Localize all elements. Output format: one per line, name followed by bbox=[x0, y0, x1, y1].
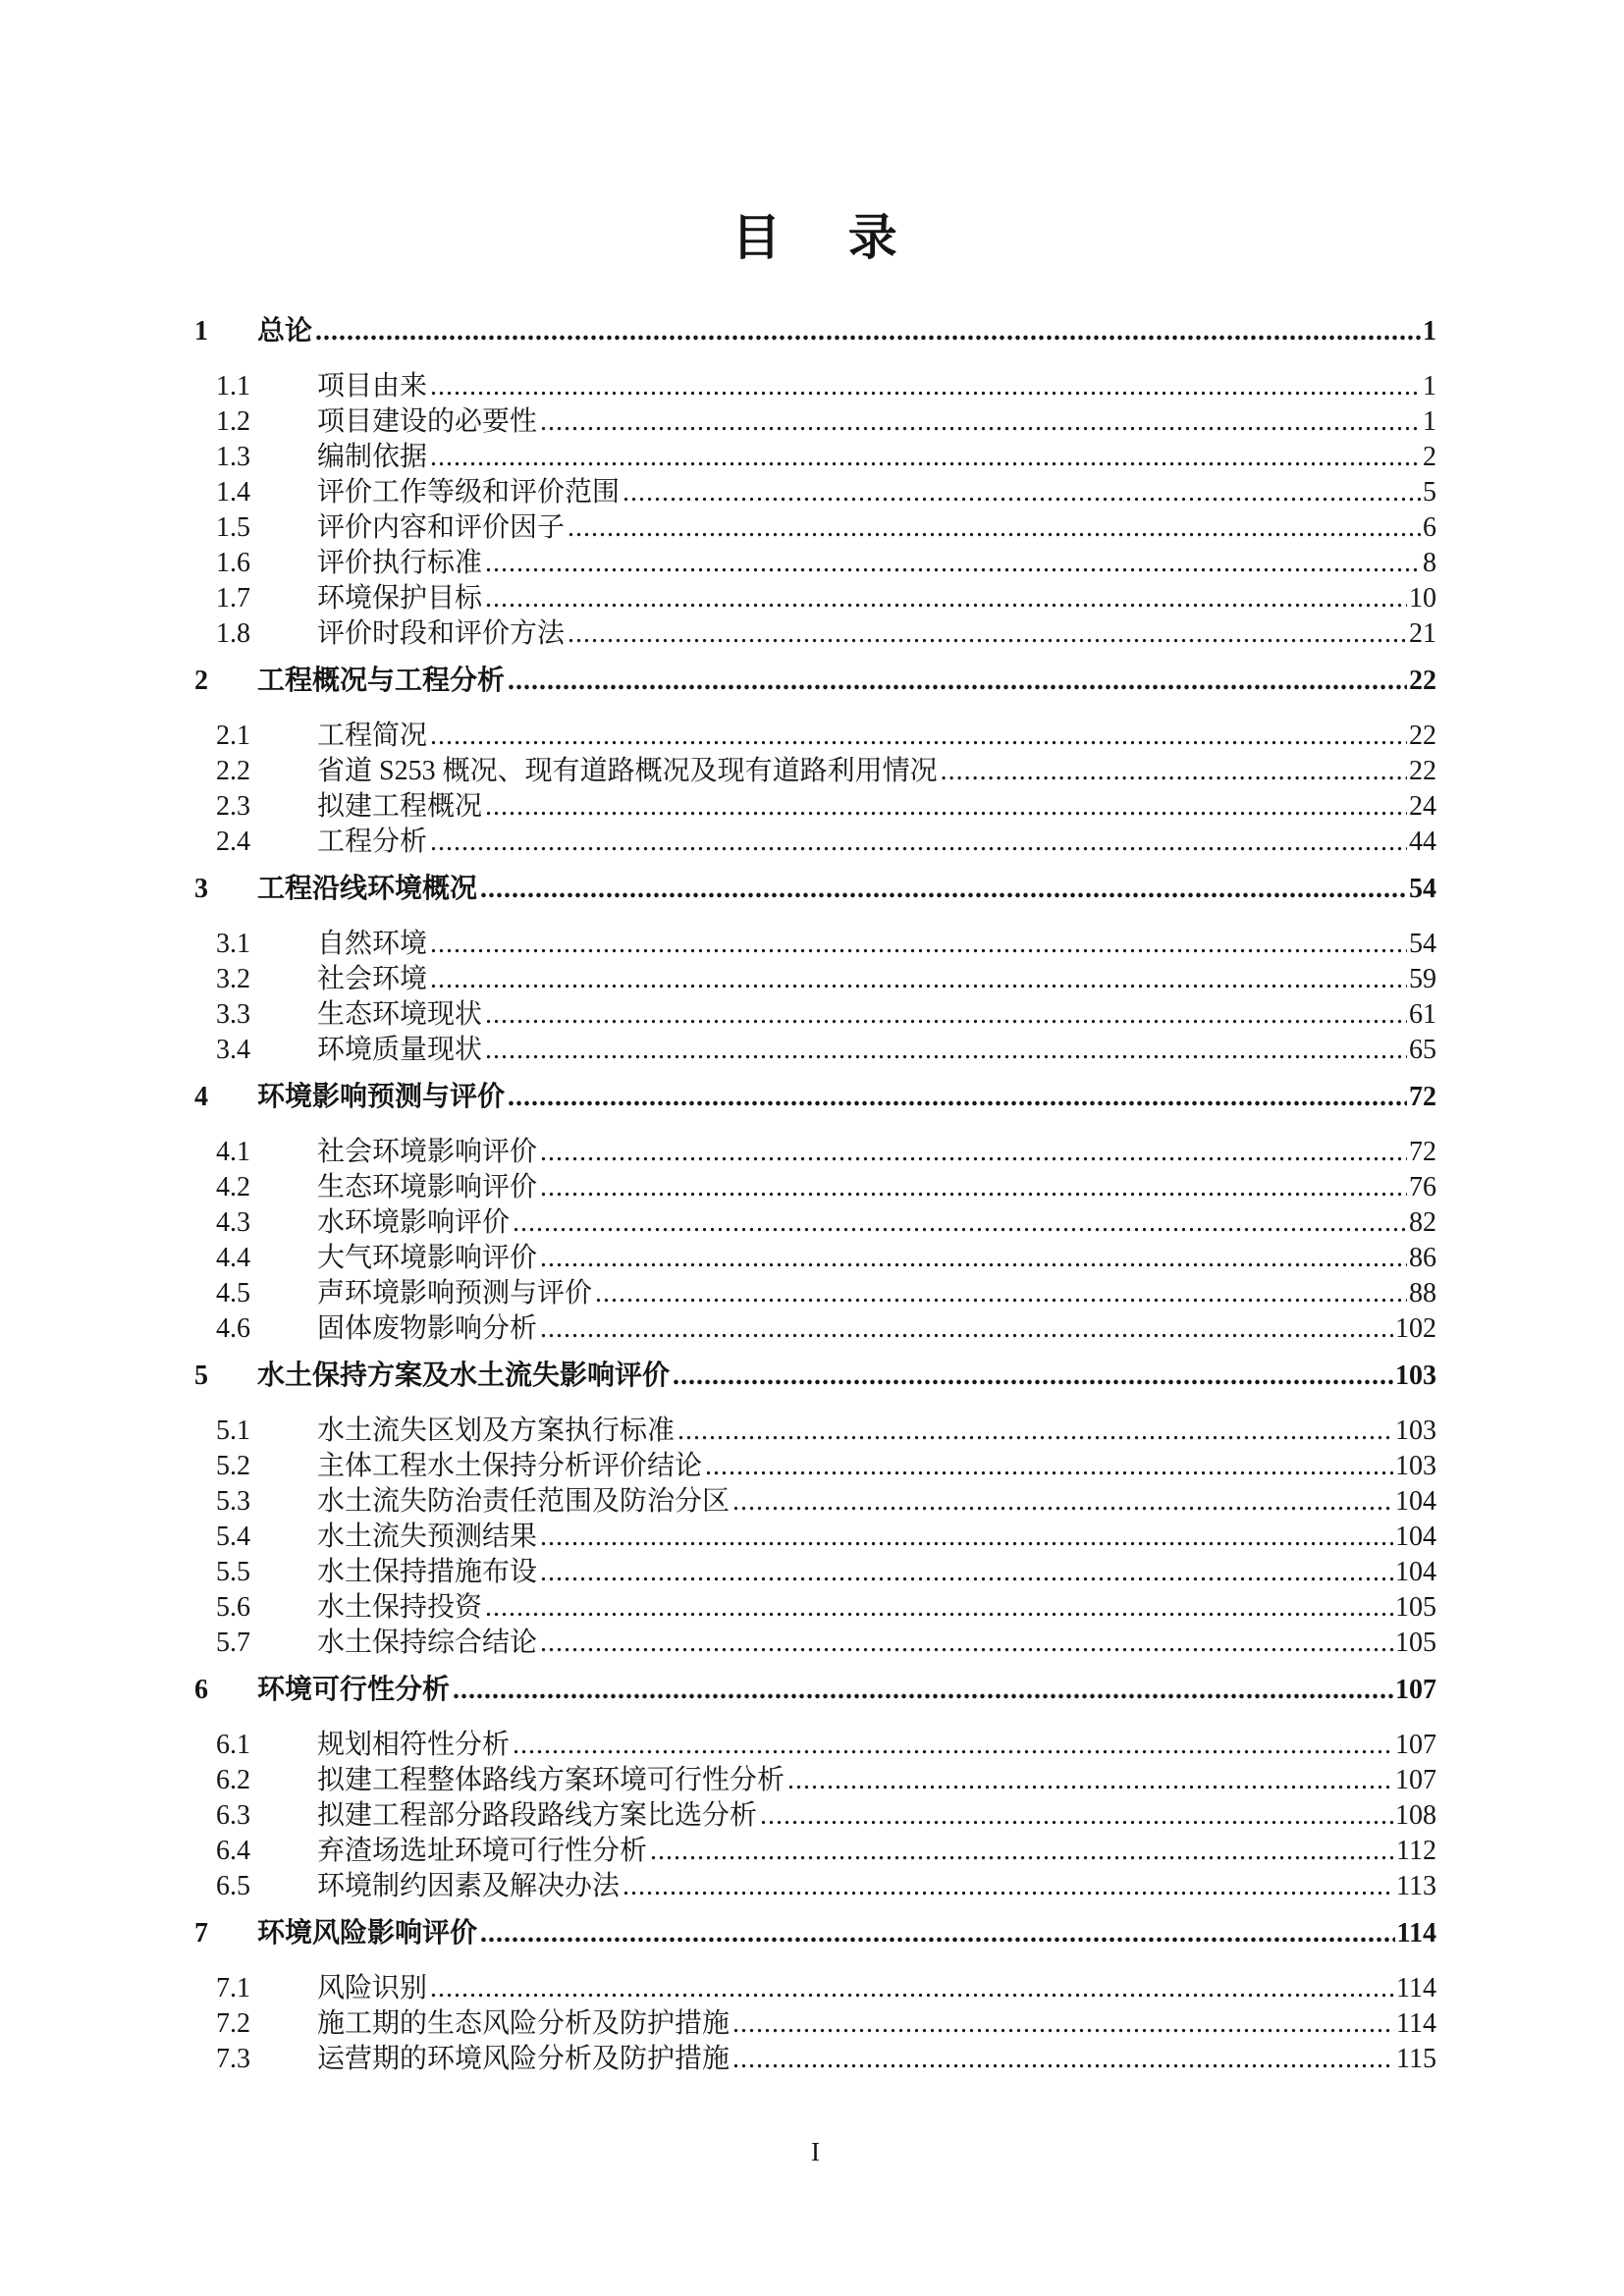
toc-item-row bbox=[194, 962, 1436, 997]
page-number: 6 bbox=[1423, 512, 1436, 543]
dot-leader bbox=[315, 314, 1421, 349]
item-number: 1.8 bbox=[216, 618, 250, 649]
item-number: 1.7 bbox=[216, 583, 250, 614]
toc-item-row bbox=[194, 825, 1436, 860]
page-number: 65 bbox=[1409, 1035, 1436, 1065]
item-title: 水环境影响评价 bbox=[317, 1207, 511, 1238]
dot-leader bbox=[568, 616, 1407, 652]
item-title: 评价内容和评价因子 bbox=[317, 512, 566, 543]
toc-item-row bbox=[194, 997, 1436, 1033]
item-title: 主体工程水土保持分析评价结论 bbox=[317, 1451, 703, 1481]
item-title: 水土流失防治责任范围及防治分区 bbox=[317, 1486, 731, 1517]
chapter-title: 环境可行性分析 bbox=[257, 1675, 451, 1705]
dot-leader bbox=[430, 440, 1421, 475]
dot-leader bbox=[760, 1798, 1393, 1834]
dot-leader bbox=[941, 754, 1407, 789]
toc-item-row bbox=[194, 1763, 1436, 1798]
page-number: 22 bbox=[1409, 721, 1436, 751]
item-number: 1.6 bbox=[216, 548, 250, 578]
dot-leader bbox=[485, 789, 1407, 825]
item-number: 5.6 bbox=[216, 1592, 250, 1623]
page-content bbox=[194, 0, 1436, 2167]
toc-list bbox=[194, 314, 1436, 2077]
toc-title: 目 录 bbox=[731, 210, 899, 265]
dot-leader bbox=[540, 1170, 1407, 1205]
item-title: 固体废物影响分析 bbox=[317, 1313, 538, 1344]
item-number: 1.3 bbox=[216, 442, 250, 472]
item-title: 项目建设的必要性 bbox=[317, 406, 538, 437]
item-title: 环境保护目标 bbox=[317, 583, 483, 614]
item-title: 拟建工程部分路段路线方案比选分析 bbox=[317, 1800, 758, 1831]
item-number: 4.2 bbox=[216, 1172, 250, 1202]
item-title: 生态环境影响评价 bbox=[317, 1172, 538, 1202]
page-number: 114 bbox=[1396, 1918, 1436, 1949]
dot-leader bbox=[787, 1763, 1393, 1798]
item-number: 1.5 bbox=[216, 512, 250, 543]
toc-item-row bbox=[194, 1520, 1436, 1555]
dot-leader bbox=[508, 1080, 1407, 1115]
page-number: 113 bbox=[1396, 1871, 1436, 1901]
item-title: 水土保持投资 bbox=[317, 1592, 483, 1623]
item-number: 5.4 bbox=[216, 1522, 250, 1552]
toc-item-row bbox=[194, 1241, 1436, 1276]
toc-item-row bbox=[194, 1971, 1436, 2006]
item-number: 1.2 bbox=[216, 406, 250, 437]
page-number: 105 bbox=[1395, 1592, 1436, 1623]
chapter-title: 总论 bbox=[257, 316, 313, 347]
dot-leader bbox=[430, 1971, 1394, 2006]
page-number: 82 bbox=[1409, 1207, 1436, 1238]
dot-leader bbox=[430, 369, 1421, 404]
toc-item-row bbox=[194, 1590, 1436, 1626]
toc-item-row bbox=[194, 719, 1436, 754]
item-number: 3.3 bbox=[216, 999, 250, 1030]
dot-leader bbox=[513, 1728, 1393, 1763]
chapter-number: 3 bbox=[194, 874, 208, 904]
item-title: 施工期的生态风险分析及防护措施 bbox=[317, 2008, 731, 2039]
toc-item-row bbox=[194, 546, 1436, 581]
item-number: 7.1 bbox=[216, 1973, 250, 2003]
toc-item-row bbox=[194, 581, 1436, 616]
item-title: 水土保持综合结论 bbox=[317, 1628, 538, 1658]
page-number: 114 bbox=[1396, 1973, 1436, 2003]
dot-leader bbox=[732, 2042, 1394, 2077]
item-title: 运营期的环境风险分析及防护措施 bbox=[317, 2044, 731, 2074]
toc-chapter-row bbox=[194, 1080, 1436, 1115]
item-number: 2.1 bbox=[216, 721, 250, 751]
toc-item-row bbox=[194, 1626, 1436, 1661]
toc-item-row bbox=[194, 1414, 1436, 1449]
chapter-title: 环境影响预测与评价 bbox=[257, 1082, 506, 1112]
page-number: 105 bbox=[1395, 1628, 1436, 1658]
item-number: 5.5 bbox=[216, 1557, 250, 1587]
item-title: 大气环境影响评价 bbox=[317, 1243, 538, 1273]
dot-leader bbox=[480, 872, 1407, 907]
chapter-title: 工程概况与工程分析 bbox=[257, 666, 506, 696]
item-title: 评价执行标准 bbox=[317, 548, 483, 578]
page-number: 22 bbox=[1409, 756, 1436, 786]
chapter-title: 水土保持方案及水土流失影响评价 bbox=[257, 1361, 671, 1391]
dot-leader bbox=[732, 1484, 1393, 1520]
item-number: 6.5 bbox=[216, 1871, 250, 1901]
page-number: 61 bbox=[1409, 999, 1436, 1030]
toc-item-row bbox=[194, 754, 1436, 789]
toc-item-row bbox=[194, 369, 1436, 404]
toc-item-row bbox=[194, 1869, 1436, 1904]
toc-item-row bbox=[194, 1276, 1436, 1311]
toc-item-row bbox=[194, 1135, 1436, 1170]
item-number: 5.3 bbox=[216, 1486, 250, 1517]
toc-chapter-row bbox=[194, 314, 1436, 349]
item-title: 自然环境 bbox=[317, 929, 428, 959]
item-title: 编制依据 bbox=[317, 442, 428, 472]
page-number: 102 bbox=[1395, 1313, 1436, 1344]
dot-leader bbox=[623, 475, 1421, 510]
page-number: 107 bbox=[1395, 1675, 1436, 1705]
item-number: 4.1 bbox=[216, 1137, 250, 1167]
page-number: 103 bbox=[1395, 1361, 1436, 1391]
dot-leader bbox=[485, 1033, 1407, 1068]
page-number: 104 bbox=[1395, 1557, 1436, 1587]
toc-chapter-row bbox=[194, 1916, 1436, 1951]
page-number: 88 bbox=[1409, 1278, 1436, 1308]
page-number: 2 bbox=[1423, 442, 1436, 472]
chapter-title: 环境风险影响评价 bbox=[257, 1918, 478, 1949]
item-title: 环境质量现状 bbox=[317, 1035, 483, 1065]
toc-item-row bbox=[194, 2006, 1436, 2042]
item-title: 拟建工程整体路线方案环境可行性分析 bbox=[317, 1765, 785, 1795]
item-number: 4.5 bbox=[216, 1278, 250, 1308]
item-title: 省道 S253 概况、现有道路概况及现有道路利用情况 bbox=[317, 756, 938, 786]
page-number: 21 bbox=[1409, 618, 1436, 649]
chapter-title: 工程沿线环境概况 bbox=[257, 874, 478, 904]
toc-item-row bbox=[194, 1834, 1436, 1869]
item-number: 6.4 bbox=[216, 1836, 250, 1866]
dot-leader bbox=[540, 1626, 1393, 1661]
item-title: 评价时段和评价方法 bbox=[317, 618, 566, 649]
item-title: 项目由来 bbox=[317, 371, 428, 401]
page-number: 1 bbox=[1423, 316, 1436, 347]
page-number: 115 bbox=[1396, 2044, 1436, 2074]
item-number: 6.2 bbox=[216, 1765, 250, 1795]
dot-leader bbox=[540, 1311, 1393, 1347]
dot-leader bbox=[513, 1205, 1407, 1241]
item-number: 1.1 bbox=[216, 371, 250, 401]
dot-leader bbox=[595, 1276, 1407, 1311]
item-title: 水土保持措施布设 bbox=[317, 1557, 538, 1587]
item-number: 4.3 bbox=[216, 1207, 250, 1238]
toc-item-row bbox=[194, 1728, 1436, 1763]
toc-item-row bbox=[194, 927, 1436, 962]
page-number: 24 bbox=[1409, 791, 1436, 822]
item-title: 工程分析 bbox=[317, 827, 428, 857]
dot-leader bbox=[485, 581, 1407, 616]
page-number: 104 bbox=[1395, 1522, 1436, 1552]
dot-leader bbox=[677, 1414, 1393, 1449]
item-number: 7.3 bbox=[216, 2044, 250, 2074]
chapter-number: 7 bbox=[194, 1918, 208, 1949]
item-number: 3.1 bbox=[216, 929, 250, 959]
dot-leader bbox=[540, 404, 1421, 440]
toc-chapter-row bbox=[194, 664, 1436, 699]
item-title: 社会环境影响评价 bbox=[317, 1137, 538, 1167]
item-number: 2.3 bbox=[216, 791, 250, 822]
chapter-number: 1 bbox=[194, 316, 208, 347]
item-number: 5.1 bbox=[216, 1415, 250, 1446]
chapter-number: 6 bbox=[194, 1675, 208, 1705]
dot-leader bbox=[480, 1916, 1395, 1951]
page-number: 114 bbox=[1396, 2008, 1436, 2039]
toc-item-row bbox=[194, 1484, 1436, 1520]
page-number: 1 bbox=[1423, 406, 1436, 437]
toc-item-row bbox=[194, 1798, 1436, 1834]
dot-leader bbox=[623, 1869, 1394, 1904]
dot-leader bbox=[732, 2006, 1394, 2042]
page-number: 1 bbox=[1423, 371, 1436, 401]
chapter-number: 4 bbox=[194, 1082, 208, 1112]
dot-leader bbox=[508, 664, 1407, 699]
item-number: 7.2 bbox=[216, 2008, 250, 2039]
page-number: 103 bbox=[1395, 1415, 1436, 1446]
toc-item-row bbox=[194, 789, 1436, 825]
page-number: 72 bbox=[1409, 1082, 1436, 1112]
item-number: 1.4 bbox=[216, 477, 250, 507]
item-number: 6.1 bbox=[216, 1730, 250, 1760]
item-title: 拟建工程概况 bbox=[317, 791, 483, 822]
item-title: 弃渣场选址环境可行性分析 bbox=[317, 1836, 648, 1866]
dot-leader bbox=[453, 1673, 1393, 1708]
toc-item-row bbox=[194, 2042, 1436, 2077]
toc-item-row bbox=[194, 475, 1436, 510]
toc-item-row bbox=[194, 440, 1436, 475]
item-number: 6.3 bbox=[216, 1800, 250, 1831]
dot-leader bbox=[485, 1590, 1393, 1626]
item-number: 5.2 bbox=[216, 1451, 250, 1481]
dot-leader bbox=[540, 1555, 1393, 1590]
dot-leader bbox=[540, 1520, 1393, 1555]
dot-leader bbox=[673, 1359, 1393, 1394]
page-number: 54 bbox=[1409, 929, 1436, 959]
item-title: 规划相符性分析 bbox=[317, 1730, 511, 1760]
page-number: 107 bbox=[1395, 1765, 1436, 1795]
dot-leader bbox=[705, 1449, 1393, 1484]
page-number: 86 bbox=[1409, 1243, 1436, 1273]
item-number: 4.6 bbox=[216, 1313, 250, 1344]
page-number: 112 bbox=[1396, 1836, 1436, 1866]
toc-item-row bbox=[194, 404, 1436, 440]
toc-chapter-row bbox=[194, 1673, 1436, 1708]
toc-item-row bbox=[194, 1449, 1436, 1484]
page-number: 76 bbox=[1409, 1172, 1436, 1202]
item-number: 2.4 bbox=[216, 827, 250, 857]
page-number: 22 bbox=[1409, 666, 1436, 696]
dot-leader bbox=[430, 962, 1407, 997]
item-title: 水土流失预测结果 bbox=[317, 1522, 538, 1552]
toc-chapter-row bbox=[194, 1359, 1436, 1394]
dot-leader bbox=[485, 546, 1421, 581]
item-title: 风险识别 bbox=[317, 1973, 428, 2003]
item-title: 生态环境现状 bbox=[317, 999, 483, 1030]
item-title: 环境制约因素及解决办法 bbox=[317, 1871, 621, 1901]
toc-item-row bbox=[194, 1311, 1436, 1347]
item-title: 工程简况 bbox=[317, 721, 428, 751]
page-number: 10 bbox=[1409, 583, 1436, 614]
toc-item-row bbox=[194, 616, 1436, 652]
dot-leader bbox=[485, 997, 1407, 1033]
item-title: 评价工作等级和评价范围 bbox=[317, 477, 621, 507]
dot-leader bbox=[430, 719, 1407, 754]
dot-leader bbox=[430, 927, 1407, 962]
page-number: 44 bbox=[1409, 827, 1436, 857]
item-title: 社会环境 bbox=[317, 964, 428, 994]
item-title: 声环境影响预测与评价 bbox=[317, 1278, 593, 1308]
toc-item-row bbox=[194, 510, 1436, 546]
dot-leader bbox=[430, 825, 1407, 860]
page-number: 108 bbox=[1395, 1800, 1436, 1831]
item-number: 3.2 bbox=[216, 964, 250, 994]
item-number: 4.4 bbox=[216, 1243, 250, 1273]
chapter-number: 5 bbox=[194, 1361, 208, 1391]
page-number: 54 bbox=[1409, 874, 1436, 904]
dot-leader bbox=[650, 1834, 1394, 1869]
toc-chapter-row bbox=[194, 872, 1436, 907]
toc-item-row bbox=[194, 1033, 1436, 1068]
page-number: 104 bbox=[1395, 1486, 1436, 1517]
toc-item-row bbox=[194, 1170, 1436, 1205]
item-number: 2.2 bbox=[216, 756, 250, 786]
item-title: 水土流失区划及方案执行标准 bbox=[317, 1415, 676, 1446]
item-number: 5.7 bbox=[216, 1628, 250, 1658]
dot-leader bbox=[540, 1241, 1407, 1276]
item-number: 3.4 bbox=[216, 1035, 250, 1065]
dot-leader bbox=[568, 510, 1421, 546]
page-number: 103 bbox=[1395, 1451, 1436, 1481]
page-number: 59 bbox=[1409, 964, 1436, 994]
chapter-number: 2 bbox=[194, 666, 208, 696]
page-number: 5 bbox=[1423, 477, 1436, 507]
page-number: 72 bbox=[1409, 1137, 1436, 1167]
page-number: 107 bbox=[1395, 1730, 1436, 1760]
toc-item-row bbox=[194, 1555, 1436, 1590]
page-number: 8 bbox=[1423, 548, 1436, 578]
dot-leader bbox=[540, 1135, 1407, 1170]
toc-item-row bbox=[194, 1205, 1436, 1241]
footer-page-number: I bbox=[811, 2137, 820, 2166]
